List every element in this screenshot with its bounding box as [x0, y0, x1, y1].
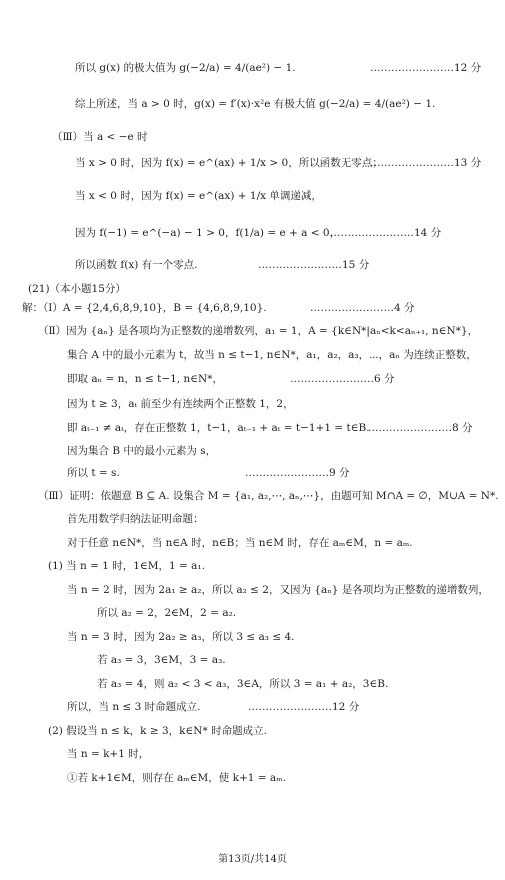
- text-line: 对于任意 n∈N*，当 n∈A 时，n∈B；当 n∈M 时，存在 aₘ∈M，n = aₘ.: [67, 537, 413, 549]
- score-mark: ……………………8 分: [368, 422, 473, 434]
- text-line: 所以，当 n ≤ 3 时命题成立.: [67, 701, 201, 713]
- text-line: 所以 a₂ = 2，2∈M，2 = a₂.: [97, 607, 237, 619]
- score-mark: ……………………15 分: [258, 259, 370, 271]
- score-mark: ……………………12 分: [248, 701, 360, 713]
- text-line: 若 a₃ = 4，则 a₂ < 3 < a₃，3∈A，所以 3 = a₁ + a₂，3∈B.: [97, 678, 389, 690]
- problem-heading: (21)（本小题15分）: [28, 283, 126, 295]
- score-mark: ……………………4 分: [310, 302, 415, 314]
- text-line: 因为 t ≥ 3，aₜ 前至少有连续两个正整数 1，2，: [67, 398, 294, 410]
- section-heading: （Ⅲ）当 a < −e 时: [52, 131, 148, 143]
- text-line: 当 n = k+1 时，: [67, 748, 150, 760]
- score-mark: ……………………12 分: [370, 62, 482, 74]
- text-line: 因为集合 B 中的最小元素为 s，: [67, 445, 217, 457]
- text-line: 即 aₜ₋₁ ≠ aₜ，存在正整数 1，t−1，aₜ₋₁ + aₜ = t−1+1 = t∈B.: [67, 422, 370, 434]
- score-mark: ……………………14 分: [330, 227, 442, 239]
- text-line: 所以 g(x) 的极大值为 g(−2/a) = 4/(ae²) − 1.: [75, 62, 296, 74]
- text-line: 解：（Ⅰ）A = {2,4,6,8,9,10}，B = {4,6,8,9,10}.: [22, 302, 267, 314]
- text-line: 所以 t = s.: [67, 467, 120, 479]
- text-line: (1) 当 n = 1 时，1∈M，1 = a₁.: [48, 560, 205, 572]
- text-line: 当 n = 2 时，因为 2a₁ ≥ a₂，所以 a₂ ≤ 2，又因为 {aₙ} 是各项均为正整数的递增数列，: [67, 584, 489, 596]
- text-line: ①若 k+1∈M，则存在 aₘ∈M，使 k+1 = aₘ.: [67, 772, 286, 784]
- text-line: （Ⅱ）因为 {aₙ} 是各项均为正整数的递增数列，a₁ = 1，A = {k∈N*|aₙ<k<aₙ₊₁, n∈N*}，: [38, 325, 479, 337]
- text-line: 当 n = 3 时，因为 2a₂ ≥ a₃，所以 3 ≤ a₃ ≤ 4.: [67, 631, 295, 643]
- text-line: 当 x > 0 时，因为 f(x) = e^(ax) + 1/x > 0，所以函数无零点；: [75, 157, 383, 169]
- text-line: 所以函数 f(x) 有一个零点.: [75, 259, 198, 271]
- text-line: 首先用数学归纳法证明命题：: [67, 513, 204, 525]
- text-line: （Ⅲ）证明：依题意 B ⊆ A. 设集合 M = {a₁, a₂,⋯, aₙ,⋯}，由题可知 M∩A = ∅，M∪A = N*.: [38, 490, 499, 502]
- score-mark: ……………………6 分: [290, 373, 395, 385]
- text-line: 综上所述，当 a > 0 时，g(x) = f′(x)·x²e 有极大值 g(−2/a) = 4/(ae²) − 1.: [75, 98, 436, 110]
- text-line: 集合 A 中的最小元素为 t，故当 n ≤ t−1, n∈N*，a₁，a₂，a₃，⋯，aₙ 为连续正整数，: [67, 349, 477, 361]
- text-line: 即取 aₙ = n，n ≤ t−1, n∈N*，: [67, 373, 223, 385]
- score-mark: ……………………13 分: [370, 157, 482, 169]
- text-line: 因为 f(−1) = e^(−a) − 1 > 0，f(1/a) = e + a < 0，: [75, 227, 341, 239]
- score-mark: ……………………9 分: [245, 467, 350, 479]
- page-footer: 第13页/共14页: [218, 854, 287, 865]
- text-line: 若 a₃ = 3，3∈M，3 = a₃.: [97, 654, 226, 666]
- text-line: (2) 假设当 n ≤ k，k ≥ 3，k∈N* 时命题成立.: [48, 725, 267, 737]
- text-line: 当 x < 0 时，因为 f(x) = e^(ax) + 1/x 单调递减，: [75, 190, 322, 202]
